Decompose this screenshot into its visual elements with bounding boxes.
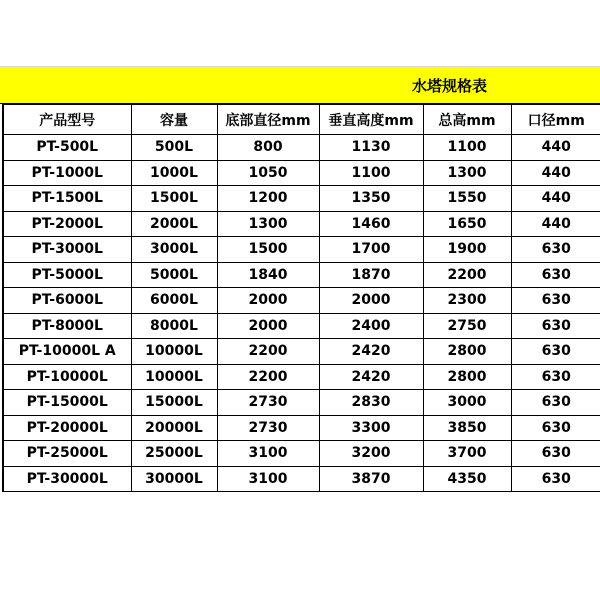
table-row <box>3 364 600 390</box>
table-cell: 5000L <box>131 262 217 288</box>
table-cell: PT-1000L <box>3 160 131 186</box>
table-row <box>3 415 600 441</box>
table-cell: 2200 <box>423 262 511 288</box>
table-cell: 2420 <box>319 364 423 390</box>
table-cell: 2400 <box>319 313 423 339</box>
header-row <box>3 105 600 135</box>
table-cell: 500L <box>131 135 217 161</box>
table-cell: 10000L <box>131 364 217 390</box>
spec-sheet <box>0 66 600 492</box>
table-cell: 630 <box>511 339 600 365</box>
table-cell: 1460 <box>319 211 423 237</box>
table-cell: 630 <box>511 390 600 416</box>
column-header: 容量 <box>131 105 217 135</box>
column-header: 口径mm <box>511 105 600 135</box>
table-cell: 2200 <box>217 364 319 390</box>
column-header: 垂直高度mm <box>319 105 423 135</box>
table-cell: 1300 <box>423 160 511 186</box>
table-cell: 1700 <box>319 237 423 263</box>
table-cell: 2750 <box>423 313 511 339</box>
table-cell: 800 <box>217 135 319 161</box>
table-cell: 1500 <box>217 237 319 263</box>
table-row <box>3 262 600 288</box>
table-cell: PT-25000L <box>3 441 131 467</box>
table-cell: PT-10000L <box>3 364 131 390</box>
table-cell: 8000L <box>131 313 217 339</box>
table-cell: 440 <box>511 211 600 237</box>
table-cell: PT-30000L <box>3 466 131 492</box>
table-cell: 4350 <box>423 466 511 492</box>
table-cell: 1130 <box>319 135 423 161</box>
table-cell: 3000L <box>131 237 217 263</box>
table-cell: 3100 <box>217 466 319 492</box>
table-cell: 2420 <box>319 339 423 365</box>
table-cell: 1100 <box>319 160 423 186</box>
table-cell: 630 <box>511 313 600 339</box>
table-cell: 2830 <box>319 390 423 416</box>
table-cell: 630 <box>511 262 600 288</box>
table-cell: 1350 <box>319 186 423 212</box>
table-cell: 440 <box>511 135 600 161</box>
table-cell: 6000L <box>131 288 217 314</box>
column-header: 产品型号 <box>3 105 131 135</box>
table-cell: 630 <box>511 288 600 314</box>
table-cell: 2300 <box>423 288 511 314</box>
table-row <box>3 441 600 467</box>
table-cell: PT-20000L <box>3 415 131 441</box>
table-cell: 1550 <box>423 186 511 212</box>
table-cell: 2200 <box>217 339 319 365</box>
table-cell: 2730 <box>217 415 319 441</box>
table-cell: PT-15000L <box>3 390 131 416</box>
table-cell: 15000L <box>131 390 217 416</box>
table-cell: 3870 <box>319 466 423 492</box>
table-cell: PT-10000L A <box>3 339 131 365</box>
table-row <box>3 186 600 212</box>
table-cell: PT-2000L <box>3 211 131 237</box>
table-row <box>3 288 600 314</box>
table-cell: 1500L <box>131 186 217 212</box>
table-cell: 25000L <box>131 441 217 467</box>
table-cell: 20000L <box>131 415 217 441</box>
table-cell: PT-500L <box>3 135 131 161</box>
table-cell: 630 <box>511 466 600 492</box>
table-cell: PT-1500L <box>3 186 131 212</box>
table-cell: 630 <box>511 364 600 390</box>
table-cell: 2000 <box>319 288 423 314</box>
table-cell: 3100 <box>217 441 319 467</box>
table-cell: 30000L <box>131 466 217 492</box>
table-cell: 2730 <box>217 390 319 416</box>
table-row <box>3 211 600 237</box>
column-header: 总高mm <box>423 105 511 135</box>
table-cell: PT-8000L <box>3 313 131 339</box>
table-cell: 2800 <box>423 364 511 390</box>
table-cell: 3200 <box>319 441 423 467</box>
table-cell: 2000 <box>217 288 319 314</box>
table-cell: 3000 <box>423 390 511 416</box>
table-row <box>3 237 600 263</box>
table-cell: 1100 <box>423 135 511 161</box>
table-row <box>3 339 600 365</box>
table-cell: 1300 <box>217 211 319 237</box>
table-cell: 2000L <box>131 211 217 237</box>
table-cell: PT-5000L <box>3 262 131 288</box>
table-cell: 440 <box>511 186 600 212</box>
table-cell: 1000L <box>131 160 217 186</box>
table-cell: 1200 <box>217 186 319 212</box>
table-cell: 1840 <box>217 262 319 288</box>
table-cell: 3700 <box>423 441 511 467</box>
table-cell: 1900 <box>423 237 511 263</box>
table-cell: 1870 <box>319 262 423 288</box>
table-row <box>3 466 600 492</box>
title-bar <box>0 66 600 104</box>
spec-table <box>2 104 600 492</box>
column-header: 底部直径mm <box>217 105 319 135</box>
table-cell: PT-3000L <box>3 237 131 263</box>
table-title: 水塔规格表 <box>412 76 488 95</box>
table-cell: 3850 <box>423 415 511 441</box>
table-cell: PT-6000L <box>3 288 131 314</box>
table-cell: 440 <box>511 160 600 186</box>
table-cell: 630 <box>511 441 600 467</box>
spec-table-body <box>3 105 600 492</box>
table-cell: 3300 <box>319 415 423 441</box>
table-cell: 2000 <box>217 313 319 339</box>
table-cell: 630 <box>511 237 600 263</box>
table-row <box>3 160 600 186</box>
table-cell: 10000L <box>131 339 217 365</box>
table-row <box>3 135 600 161</box>
table-cell: 630 <box>511 415 600 441</box>
table-row <box>3 390 600 416</box>
table-cell: 1650 <box>423 211 511 237</box>
table-cell: 2800 <box>423 339 511 365</box>
table-cell: 1050 <box>217 160 319 186</box>
table-row <box>3 313 600 339</box>
